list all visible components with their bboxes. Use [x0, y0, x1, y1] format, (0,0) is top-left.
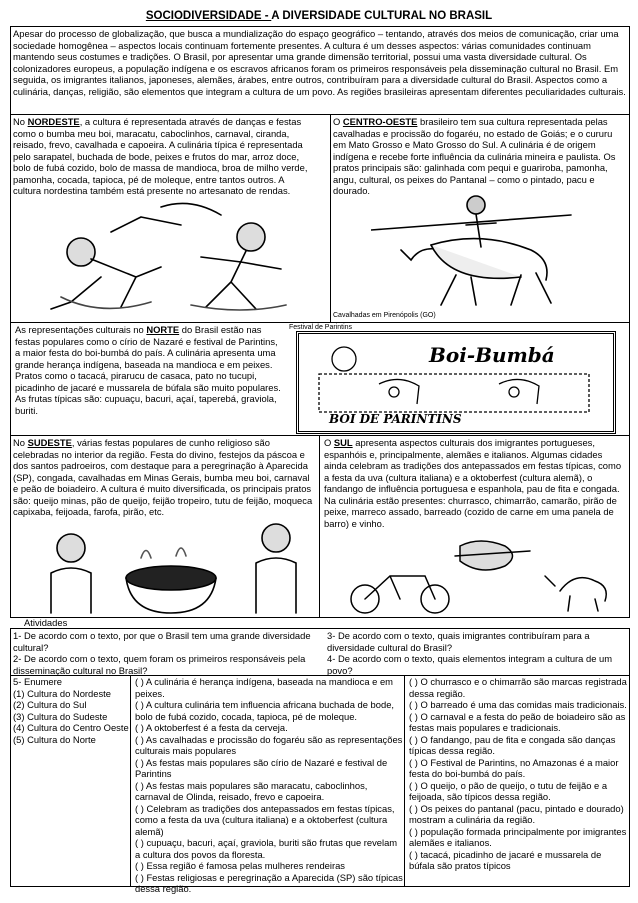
enumere-option: (3) Cultura do Sudeste [13, 710, 108, 722]
feijoada-illustration [31, 518, 311, 618]
sudeste-body: , várias festas populares de cunho religioso são celebradas no interior da região. Festa do divino, festejos da páscoa e dos santos padroeiros, com destaque para a peregrinação à Aparecida (SP), congada, cavalhadas em Minas Gerais, bumba meu boi, carnaval e peão de boiadeiro. A cultura é muito diversificada, os principais pratos são: queijo minas, pão de queijo, feijão tropeiro, tutu de feijão, moqueca capixaba, feijoada, farofa, pirão, etc. [13, 437, 313, 517]
enumere-col2 [130, 676, 404, 894]
statement: ( ) Celebram as tradições dos antepassados em festas típicas, como a festa da uva (cultura italiana) e a oktoberfest (cultura alemã) [135, 802, 395, 837]
question-3: 3- De acordo com o texto, quais imigrantes contribuíram para a diversidade cultural do Brasil? [327, 630, 590, 653]
nordeste-body: , a cultura é representada através de danças e festas como o bumba meu boi, maracatu, caboclinhos, carnaval, ciranda, reisado, frevo, cavalhada e capoeira. A culinária típica é representada pelo sarapatel, buchada de bode, peixes e frutos do mar, arroz doce, bolo de fubá cozido, bolo de massa de mandioca, broa de milho verde, pamonha, cocada, tapioca, pé de moleque, entre tantos outros. A cultura nordestina também está presente no artesanato de rendas. [13, 116, 308, 196]
enumere-options [13, 676, 129, 745]
enumere-box [10, 675, 630, 894]
centro-oeste-caption: Cavalhadas em Pirenópolis (GO) [333, 312, 436, 319]
statement: ( ) cupuaçu, bacuri, açaí, graviola, buriti são frutas que revelam a cultura dos povos da floresta. [135, 837, 398, 860]
page-title [0, 9, 638, 23]
intro-text: Apesar do processo de globalização, que busca a mundialização do espaço geográfico – tentando, através dos meios de comunicação, criar uma sociedade homogênea – aspectos locais continuam fortemente presentes. A cultura é um desses aspectos: várias comunidades continuam mantendo seus costumes e tradições. O Brasil, por apresentar uma grande dimensão territorial, possui uma vasta diversidade cultural. Os colonizadores europeus, a população indígena e os escravos africanos foram os primeiros responsáveis pela disseminação cultural no Brasil. Em seguida, os imigrantes italianos, japoneses, alemães, árabes, entre outros, contribuíram para a diversidade cultural do Brasil. Aspectos como a culinária, danças, religião, são elementos que integram a cultura de um povo. As regiões brasileiras apresentam diferentes peculiaridades culturais. [13, 28, 626, 97]
statement: ( ) O carnaval e a festa do peão de boiadeiro são as festas mais populares e tradicionais. [409, 710, 626, 733]
capoeira-illustration [41, 197, 301, 319]
statement: ( ) As cavalhadas e procissão do fogaréu são as representações culturais mais populares [135, 733, 403, 756]
sul-body: apresenta aspectos culturais dos imigrantes portugueses, espanhóis e, principalmente, alemães e italianos. Algumas cidades ainda celebram as tradições dos antepassados em festas típicas, como a festa da uva (cultura italiana) e a oktoberfest (cultura alemã), o fandango de influência portuguesa e espanhola, pau de fita e congada. Na culinária estão presentes: churrasco, chimarrão, camarão, pirão de peixe, marreco assado, barreado (cozido de carne em uma panela de barro) e vinho. [324, 437, 622, 529]
atividades-label: Atividades [24, 617, 68, 628]
nordeste-region: NORDESTE [27, 116, 80, 127]
nordeste-box [10, 114, 331, 323]
poster-footer: BOI DE PARINTINS [329, 412, 462, 426]
statement: ( ) população formada principalmente por imigrantes alemães e italianos. [409, 825, 627, 848]
title-part1: SOCIODIVERSIDADE - [145, 10, 272, 22]
title-part2: A DIVERSIDADE CULTURAL NO BRASIL [271, 10, 493, 22]
sul-region: SUL [333, 437, 353, 448]
nordeste-text [13, 116, 313, 197]
norte-region: NORTE [146, 324, 180, 335]
sudeste-text [13, 437, 316, 518]
enumere-col3 [404, 676, 629, 886]
statement: ( ) Essa região é famosa pelas mulheres rendeiras [135, 860, 345, 871]
norte-body: do Brasil estão nas festas populares como o círio de Nazaré e festival de Parintins, a maior festa do boi-bumbá do país. A culinária apresenta uma grande herança indígena, baseada na mandioca e em peixes. Pratos como o tacacá, pirarucu de casaca, pato no tucupi, picadinho de jacaré e mussarela de búfala são muito populares. As frutas típicas são: cupuaçu, bacuri, açaí, taperebá, graviola, buriti. [15, 324, 281, 416]
statement: ( ) Festas religiosas e peregrinação a Aparecida (SP) são típicas dessa região. [135, 871, 403, 894]
sudeste-box [10, 435, 320, 618]
poster-title: Boi-Bumbá [429, 343, 555, 367]
centro-oeste-pre: O [333, 116, 343, 127]
parintins-poster [296, 331, 616, 434]
statement: ( ) A cultura culinária tem influencia africana buchada de bode, bolo de fubá cozido, cocada, tapioca, pé de moleque. [135, 699, 395, 722]
norte-text [15, 324, 285, 416]
questions-box [10, 628, 630, 676]
statement: ( ) O fandango, pau de fita e congada são danças típicas dessa região. [409, 733, 616, 756]
norte-box [10, 322, 630, 436]
statement: ( ) Os peixes do pantanal (pacu, pintado e dourado) mostram a culinária da região. [409, 802, 624, 825]
centro-oeste-body: brasileiro tem sua cultura representada pelas cavalhadas e procissão do fogaréu, no estado de Goiás; e o cururu em Mato Grosso e Mato Grosso do Sul. A culinária é de origem indígena e recebe forte influência da culinária mineira e paulista. Os pratos principais são: galinhada com pequi e guariroba, pamonha, angu, cultural, os peixes do Pantanal – como o pintado, pacu e dourado. [333, 116, 616, 196]
cavalhada-illustration [371, 185, 611, 310]
centro-oeste-region: CENTRO-OESTE [342, 116, 418, 127]
intro-box [10, 26, 630, 115]
enumere-option: (2) Cultura do Sul [13, 699, 87, 710]
statement: ( ) O Festival de Parintins, no Amazonas é a maior festa do boi-bumbá do país. [409, 756, 619, 779]
statement: ( ) As festas mais populares são maracatu, caboclinhos, carnaval de Olinda, reisado, frevo e capoeira. [135, 779, 368, 802]
question-1: 1- De acordo com o texto, por que o Brasil tem uma grande diversidade cultural? [13, 630, 311, 653]
norte-caption: Festival de Parintins [289, 324, 353, 331]
sul-box [319, 435, 630, 618]
enumere-option: (4) Cultura do Centro Oeste [13, 722, 129, 733]
statement: ( ) O barreado é uma das comidas mais tradicionais. [409, 699, 627, 710]
statement: ( ) O churrasco e o chimarrão são marcas registrada dessa região. [409, 676, 627, 699]
statement: ( ) A oktoberfest é a festa da cerveja. [135, 722, 288, 733]
statement: ( ) As festas mais populares são círio de Nazaré e festival de Parintins [135, 756, 388, 779]
question-2: 2- De acordo com o texto, quem foram os primeiros responsáveis pela disseminação cultural no Brasil? [13, 653, 306, 676]
sudeste-pre: No [13, 437, 28, 448]
sul-illustration [330, 531, 625, 616]
centro-oeste-box [330, 114, 630, 323]
sudeste-region: SUDESTE [27, 437, 72, 448]
statement: ( ) tacacá, picadinho de jacaré e mussarela de búfala são pratos típicos [409, 848, 602, 871]
norte-pre: As representações culturais no [15, 324, 147, 335]
question-4: 4- De acordo com o texto, quais elementos integram a cultura de um povo? [327, 653, 613, 676]
statement: ( ) A culinária é herança indígena, baseada na mandioca e em peixes. [135, 676, 393, 699]
enumere-option: (1) Cultura do Nordeste [13, 687, 111, 699]
sul-text [324, 437, 626, 529]
statement: ( ) O queijo, o pão de queijo, o tutu de feijão e a feijoada, são típicos dessa região. [409, 779, 608, 802]
enumere-option: (5) Cultura do Norte [13, 733, 96, 745]
enumere-header: 5- Enumere [13, 676, 62, 687]
sul-pre: O [324, 437, 334, 448]
nordeste-pre: No [13, 116, 28, 127]
